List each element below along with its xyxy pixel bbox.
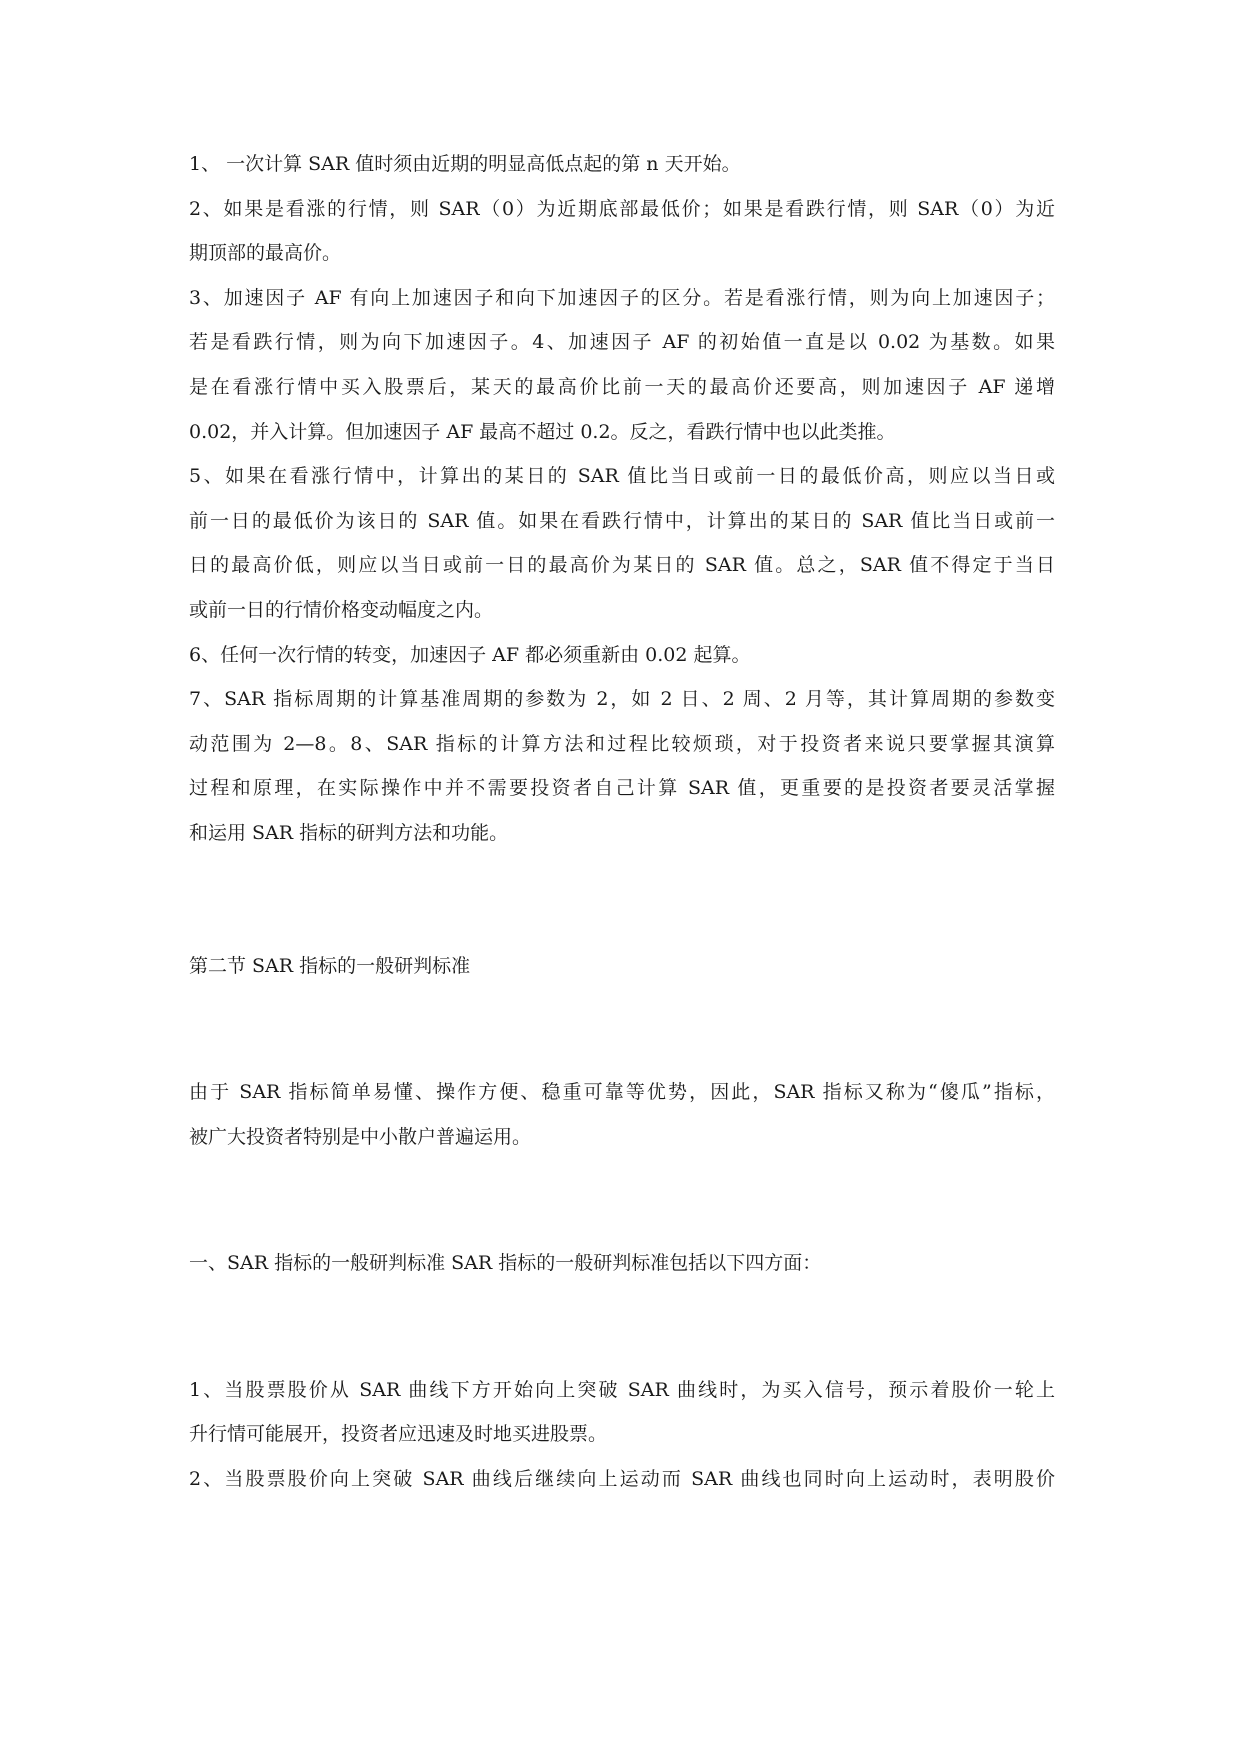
text-line: 过程和原理，在实际操作中并不需要投资者自己计算 SAR 值，更重要的是投资者要灵活掌握 — [189, 777, 1055, 800]
text-line: 被广大投资者特别是中小散户普遍运用。 — [189, 1125, 532, 1148]
text-line: 和运用 SAR 指标的研判方法和功能。 — [189, 821, 509, 844]
text-line: 6、任何一次行情的转变，加速因子 AF 都必须重新由 0.02 起算。 — [189, 643, 751, 666]
paragraph-3 — [189, 286, 1055, 467]
paragraph-5 — [189, 467, 1055, 645]
text-line: 若是看跌行情，则为向下加速因子。4、加速因子 AF 的初始值一直是以 0.02 为基数。如果 — [189, 331, 1055, 354]
paragraph-6 — [189, 643, 1055, 691]
paragraph-2 — [189, 197, 1055, 289]
rule-2 — [189, 1470, 1055, 1515]
text-line: 或前一日的行情价格变动幅度之内。 — [189, 598, 494, 621]
text-line: 2、当股票股价向上突破 SAR 曲线后继续向上运动而 SAR 曲线也同时向上运动时，表明股价 — [189, 1468, 1055, 1491]
text-line: 升行情可能展开，投资者应迅速及时地买进股票。 — [189, 1423, 608, 1446]
section-heading: 第二节 SAR 指标的一般研判标准 — [189, 954, 471, 977]
text-line: 前一日的最低价为该日的 SAR 值。如果在看跌行情中，计算出的某日的 SAR 值比当日或前一 — [189, 509, 1055, 532]
text-line: 动范围为 2—8。8、SAR 指标的计算方法和过程比较烦琐，对于投资者来说只要掌握其演算 — [189, 732, 1055, 755]
spacer — [189, 1172, 1055, 1254]
spacer — [189, 869, 1055, 957]
text-line: 是在看涨行情中买入股票后，某天的最高价比前一天的最高价还要高，则加速因子 AF 递增 — [189, 375, 1055, 398]
spacer — [189, 1001, 1055, 1083]
text-line: 1、 一次计算 SAR 值时须由近期的明显高低点起的第 n 天开始。 — [189, 153, 741, 175]
text-line: 2、如果是看涨的行情，则 SAR（0）为近期底部最低价；如果是看跌行情，则 SAR（0）为近 — [189, 197, 1055, 220]
text-line: 5、如果在看涨行情中，计算出的某日的 SAR 值比当日或前一日的最低价高，则应以当日或 — [189, 465, 1055, 488]
text-line: 由于 SAR 指标简单易懂、操作方便、稳重可靠等优势，因此，SAR 指标又称为“傻瓜”指标， — [189, 1081, 1055, 1104]
text-line: 0.02，并入计算。但加速因子 AF 最高不超过 0.2。反之，看跌行情中也以此类推。 — [189, 420, 896, 443]
spacer — [189, 1299, 1055, 1381]
intro-paragraph — [189, 1083, 1055, 1172]
paragraph-1 — [189, 155, 1055, 200]
rule-1 — [189, 1378, 1055, 1470]
paragraph-7 — [189, 690, 1055, 868]
text-line: 期顶部的最高价。 — [189, 242, 342, 265]
text-line: 日的最高价低，则应以当日或前一日的最高价为某日的 SAR 值。总之，SAR 值不得定于当日 — [189, 554, 1055, 577]
text-line: 3、加速因子 AF 有向上加速因子和向下加速因子的区分。若是看涨行情，则为向上加速因子； — [189, 286, 1055, 309]
text-line: 7、SAR 指标周期的计算基准周期的参数为 2，如 2 日、2 周、2 月等，其计算周期的参数变 — [189, 688, 1055, 711]
text-line: 1、当股票股价从 SAR 曲线下方开始向上突破 SAR 曲线时，为买入信号，预示着股价一轮上 — [189, 1378, 1055, 1401]
document-body — [189, 155, 1055, 1515]
subheading: 一、SAR 指标的一般研判标准 SAR 指标的一般研判标准包括以下四方面： — [189, 1252, 822, 1275]
